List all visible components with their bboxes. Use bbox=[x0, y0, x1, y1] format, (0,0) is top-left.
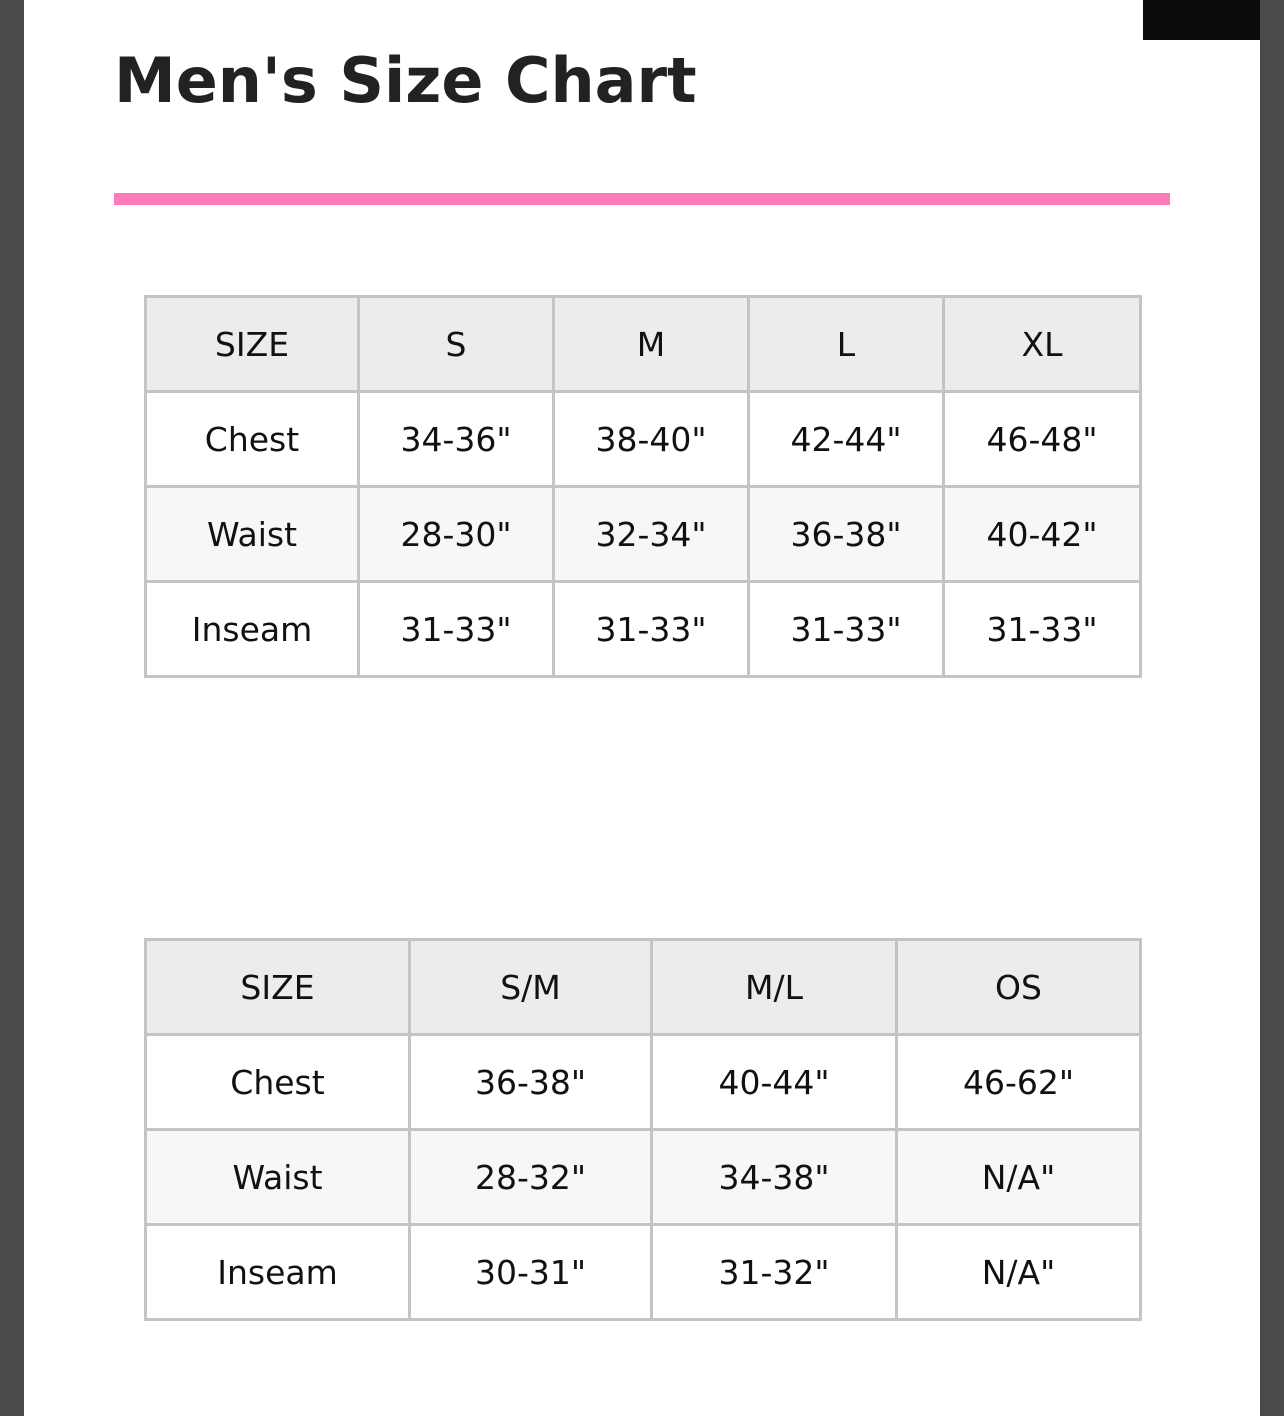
table-cell: 31-32" bbox=[652, 1225, 897, 1320]
corner-block bbox=[1143, 0, 1260, 40]
table-cell: 40-42" bbox=[944, 487, 1141, 582]
table-row bbox=[146, 1225, 1141, 1320]
table-cell: 46-48" bbox=[944, 392, 1141, 487]
header-cell: SIZE bbox=[146, 940, 410, 1035]
table-row bbox=[146, 582, 1141, 677]
table-cell: N/A" bbox=[897, 1225, 1141, 1320]
table-cell: 36-38" bbox=[410, 1035, 652, 1130]
table-cell: 32-34" bbox=[554, 487, 749, 582]
table-cell: 31-33" bbox=[944, 582, 1141, 677]
table-cell: 38-40" bbox=[554, 392, 749, 487]
table-cell: 36-38" bbox=[749, 487, 944, 582]
page-title: Men's Size Chart bbox=[114, 44, 697, 117]
row-label: Waist bbox=[146, 487, 359, 582]
table-cell: 42-44" bbox=[749, 392, 944, 487]
table-cell: 34-38" bbox=[652, 1130, 897, 1225]
accent-divider bbox=[114, 193, 1170, 205]
table-cell: N/A" bbox=[897, 1130, 1141, 1225]
header-cell: OS bbox=[897, 940, 1141, 1035]
row-label: Chest bbox=[146, 1035, 410, 1130]
header-cell: L bbox=[749, 297, 944, 392]
table-cell: 28-30" bbox=[359, 487, 554, 582]
table-row bbox=[146, 1130, 1141, 1225]
table-cell: 31-33" bbox=[359, 582, 554, 677]
page bbox=[24, 0, 1260, 1416]
header-cell: XL bbox=[944, 297, 1141, 392]
header-cell: SIZE bbox=[146, 297, 359, 392]
table-header-row bbox=[146, 297, 1141, 392]
table-cell: 34-36" bbox=[359, 392, 554, 487]
row-label: Inseam bbox=[146, 1225, 410, 1320]
table-row bbox=[146, 1035, 1141, 1130]
table-header-row bbox=[146, 940, 1141, 1035]
header-cell: S bbox=[359, 297, 554, 392]
table-row bbox=[146, 392, 1141, 487]
header-cell: M bbox=[554, 297, 749, 392]
row-label: Inseam bbox=[146, 582, 359, 677]
table-cell: 40-44" bbox=[652, 1035, 897, 1130]
table-cell: 46-62" bbox=[897, 1035, 1141, 1130]
table-cell: 30-31" bbox=[410, 1225, 652, 1320]
size-table-standard bbox=[144, 295, 1142, 678]
row-label: Chest bbox=[146, 392, 359, 487]
table-cell: 28-32" bbox=[410, 1130, 652, 1225]
table-cell: 31-33" bbox=[749, 582, 944, 677]
table-cell: 31-33" bbox=[554, 582, 749, 677]
header-cell: S/M bbox=[410, 940, 652, 1035]
table-row bbox=[146, 487, 1141, 582]
header-cell: M/L bbox=[652, 940, 897, 1035]
size-table-combined bbox=[144, 938, 1142, 1321]
row-label: Waist bbox=[146, 1130, 410, 1225]
